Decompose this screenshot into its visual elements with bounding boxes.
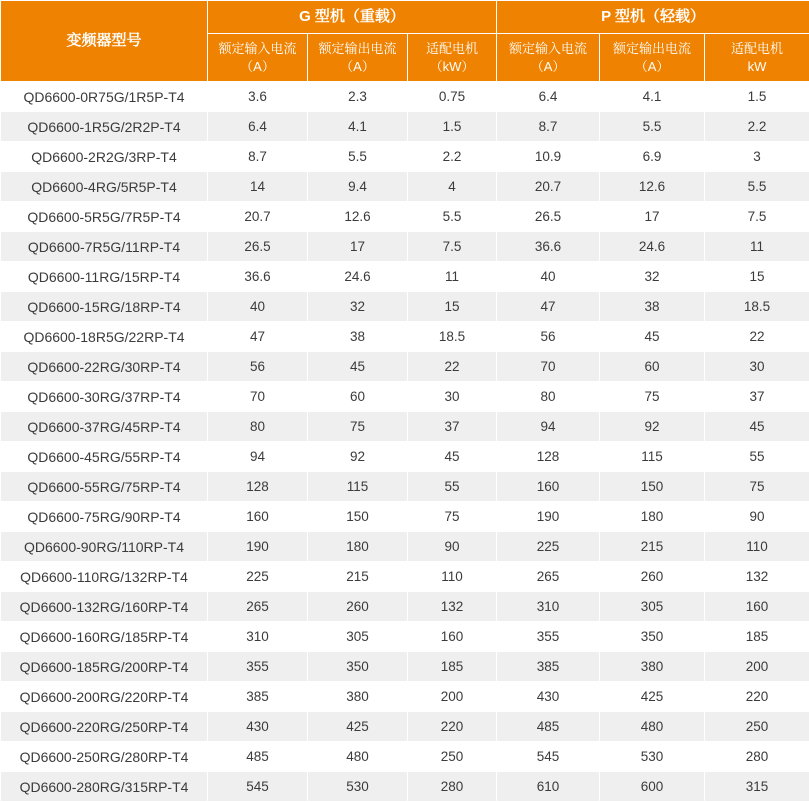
- subheader-line-1: 额定输入电流: [218, 41, 296, 56]
- cell-g-motor-power: 220: [408, 712, 497, 742]
- cell-model: QD6600-11RG/15RP-T4: [1, 262, 208, 292]
- table-row: [1, 112, 809, 142]
- cell-model: QD6600-18R5G/22RP-T4: [1, 322, 208, 352]
- cell-model: QD6600-5R5G/7R5P-T4: [1, 202, 208, 232]
- table-row: [1, 712, 809, 742]
- table-row: [1, 82, 809, 112]
- cell-p-output-current: 260: [600, 562, 705, 592]
- cell-model: QD6600-200RG/220RP-T4: [1, 682, 208, 712]
- cell-p-output-current: 425: [600, 682, 705, 712]
- table-row: [1, 592, 809, 622]
- table-row: [1, 382, 809, 412]
- cell-g-motor-power: 11: [408, 262, 497, 292]
- cell-p-output-current: 350: [600, 622, 705, 652]
- cell-p-input-current: 6.4: [497, 82, 600, 112]
- cell-p-motor-power: 30: [705, 352, 809, 382]
- table-header: [1, 1, 809, 82]
- cell-p-input-current: 190: [497, 502, 600, 532]
- cell-g-input-current: 70: [208, 382, 308, 412]
- cell-g-output-current: 38: [308, 322, 408, 352]
- cell-p-motor-power: 90: [705, 502, 809, 532]
- cell-p-input-current: 70: [497, 352, 600, 382]
- cell-p-output-current: 4.1: [600, 82, 705, 112]
- cell-g-motor-power: 7.5: [408, 232, 497, 262]
- cell-p-motor-power: 22: [705, 322, 809, 352]
- cell-p-input-current: 160: [497, 472, 600, 502]
- cell-p-motor-power: 250: [705, 712, 809, 742]
- cell-g-output-current: 5.5: [308, 142, 408, 172]
- subheader-line-1: 额定输入电流: [509, 41, 587, 56]
- cell-p-motor-power: 5.5: [705, 172, 809, 202]
- cell-model: QD6600-185RG/200RP-T4: [1, 652, 208, 682]
- cell-p-motor-power: 280: [705, 742, 809, 772]
- subheader-line-2: （kW）: [430, 59, 475, 74]
- cell-g-output-current: 115: [308, 472, 408, 502]
- cell-p-motor-power: 7.5: [705, 202, 809, 232]
- table-row: [1, 142, 809, 172]
- cell-model: QD6600-37RG/45RP-T4: [1, 412, 208, 442]
- cell-p-input-current: 385: [497, 652, 600, 682]
- column-header-model: 变频器型号: [1, 1, 208, 82]
- cell-g-motor-power: 90: [408, 532, 497, 562]
- table-row: [1, 352, 809, 382]
- cell-g-input-current: 47: [208, 322, 308, 352]
- column-group-header-g: G 型机（重载）: [208, 1, 497, 34]
- cell-p-input-current: 430: [497, 682, 600, 712]
- cell-g-motor-power: 200: [408, 682, 497, 712]
- table-row: [1, 412, 809, 442]
- table-row: [1, 562, 809, 592]
- cell-g-input-current: 3.6: [208, 82, 308, 112]
- cell-g-output-current: 24.6: [308, 262, 408, 292]
- cell-p-output-current: 115: [600, 442, 705, 472]
- column-group-header-p: P 型机（轻载）: [497, 1, 809, 34]
- subheader-line-2: kW: [748, 59, 767, 74]
- cell-g-motor-power: 1.5: [408, 112, 497, 142]
- subheader-line-1: 额定输出电流: [613, 41, 691, 56]
- cell-p-input-current: 545: [497, 742, 600, 772]
- cell-p-output-current: 305: [600, 592, 705, 622]
- table-row: [1, 292, 809, 322]
- column-header-p-output-current: [600, 34, 705, 82]
- cell-g-output-current: 75: [308, 412, 408, 442]
- table-row: [1, 652, 809, 682]
- cell-model: QD6600-110RG/132RP-T4: [1, 562, 208, 592]
- subheader-line-1: 适配电机: [731, 41, 783, 56]
- cell-g-motor-power: 280: [408, 772, 497, 802]
- table-row: [1, 772, 809, 802]
- cell-p-output-current: 380: [600, 652, 705, 682]
- cell-p-output-current: 38: [600, 292, 705, 322]
- table-body: [1, 82, 809, 802]
- subheader-line-2: （A）: [240, 59, 275, 74]
- table-row: [1, 232, 809, 262]
- cell-g-output-current: 480: [308, 742, 408, 772]
- table-row: [1, 262, 809, 292]
- cell-g-input-current: 20.7: [208, 202, 308, 232]
- cell-g-output-current: 350: [308, 652, 408, 682]
- cell-model: QD6600-250RG/280RP-T4: [1, 742, 208, 772]
- column-header-p-input-current: [497, 34, 600, 82]
- cell-g-motor-power: 22: [408, 352, 497, 382]
- cell-g-motor-power: 30: [408, 382, 497, 412]
- cell-g-input-current: 128: [208, 472, 308, 502]
- cell-g-input-current: 190: [208, 532, 308, 562]
- cell-g-output-current: 12.6: [308, 202, 408, 232]
- cell-g-input-current: 310: [208, 622, 308, 652]
- cell-p-motor-power: 132: [705, 562, 809, 592]
- table-row: [1, 742, 809, 772]
- cell-model: QD6600-160RG/185RP-T4: [1, 622, 208, 652]
- cell-p-input-current: 128: [497, 442, 600, 472]
- cell-model: QD6600-15RG/18RP-T4: [1, 292, 208, 322]
- cell-g-output-current: 17: [308, 232, 408, 262]
- cell-g-motor-power: 0.75: [408, 82, 497, 112]
- cell-g-output-current: 215: [308, 562, 408, 592]
- cell-model: QD6600-280RG/315RP-T4: [1, 772, 208, 802]
- cell-p-input-current: 80: [497, 382, 600, 412]
- subheader-line-2: （A）: [635, 59, 670, 74]
- table-row: [1, 682, 809, 712]
- cell-model: QD6600-4RG/5R5P-T4: [1, 172, 208, 202]
- cell-p-output-current: 5.5: [600, 112, 705, 142]
- cell-model: QD6600-132RG/160RP-T4: [1, 592, 208, 622]
- cell-g-output-current: 45: [308, 352, 408, 382]
- cell-g-input-current: 545: [208, 772, 308, 802]
- cell-p-output-current: 32: [600, 262, 705, 292]
- cell-p-output-current: 530: [600, 742, 705, 772]
- header-row-groups: [1, 1, 809, 34]
- cell-g-motor-power: 18.5: [408, 322, 497, 352]
- cell-model: QD6600-0R75G/1R5P-T4: [1, 82, 208, 112]
- cell-g-input-current: 36.6: [208, 262, 308, 292]
- cell-g-input-current: 355: [208, 652, 308, 682]
- cell-p-input-current: 310: [497, 592, 600, 622]
- cell-p-input-current: 225: [497, 532, 600, 562]
- cell-p-output-current: 75: [600, 382, 705, 412]
- cell-p-motor-power: 160: [705, 592, 809, 622]
- cell-p-input-current: 8.7: [497, 112, 600, 142]
- cell-g-input-current: 8.7: [208, 142, 308, 172]
- cell-p-input-current: 47: [497, 292, 600, 322]
- cell-p-input-current: 36.6: [497, 232, 600, 262]
- cell-p-output-current: 60: [600, 352, 705, 382]
- cell-g-output-current: 180: [308, 532, 408, 562]
- table-row: [1, 442, 809, 472]
- cell-p-output-current: 150: [600, 472, 705, 502]
- cell-p-motor-power: 220: [705, 682, 809, 712]
- cell-g-motor-power: 55: [408, 472, 497, 502]
- cell-p-motor-power: 2.2: [705, 112, 809, 142]
- cell-g-motor-power: 110: [408, 562, 497, 592]
- cell-p-output-current: 45: [600, 322, 705, 352]
- cell-model: QD6600-90RG/110RP-T4: [1, 532, 208, 562]
- cell-g-motor-power: 37: [408, 412, 497, 442]
- cell-g-input-current: 265: [208, 592, 308, 622]
- cell-g-motor-power: 15: [408, 292, 497, 322]
- cell-g-output-current: 305: [308, 622, 408, 652]
- cell-p-motor-power: 3: [705, 142, 809, 172]
- table-row: [1, 202, 809, 232]
- subheader-line-2: （A）: [531, 59, 566, 74]
- cell-g-motor-power: 132: [408, 592, 497, 622]
- cell-model: QD6600-45RG/55RP-T4: [1, 442, 208, 472]
- cell-p-motor-power: 45: [705, 412, 809, 442]
- cell-g-motor-power: 185: [408, 652, 497, 682]
- cell-p-input-current: 94: [497, 412, 600, 442]
- column-header-p-motor-power: [705, 34, 809, 82]
- cell-p-input-current: 56: [497, 322, 600, 352]
- cell-p-input-current: 26.5: [497, 202, 600, 232]
- cell-p-motor-power: 200: [705, 652, 809, 682]
- column-header-g-motor-power: [408, 34, 497, 82]
- cell-g-input-current: 80: [208, 412, 308, 442]
- cell-g-motor-power: 4: [408, 172, 497, 202]
- cell-p-motor-power: 37: [705, 382, 809, 412]
- cell-model: QD6600-2R2G/3RP-T4: [1, 142, 208, 172]
- cell-model: QD6600-22RG/30RP-T4: [1, 352, 208, 382]
- cell-model: QD6600-30RG/37RP-T4: [1, 382, 208, 412]
- subheader-line-1: 适配电机: [426, 41, 478, 56]
- cell-p-input-current: 485: [497, 712, 600, 742]
- cell-p-motor-power: 15: [705, 262, 809, 292]
- cell-p-input-current: 20.7: [497, 172, 600, 202]
- subheader-line-2: （A）: [340, 59, 375, 74]
- cell-p-output-current: 12.6: [600, 172, 705, 202]
- cell-g-input-current: 14: [208, 172, 308, 202]
- cell-p-input-current: 10.9: [497, 142, 600, 172]
- cell-model: QD6600-75RG/90RP-T4: [1, 502, 208, 532]
- cell-model: QD6600-55RG/75RP-T4: [1, 472, 208, 502]
- table-row: [1, 322, 809, 352]
- cell-p-motor-power: 18.5: [705, 292, 809, 322]
- cell-g-input-current: 40: [208, 292, 308, 322]
- cell-model: QD6600-1R5G/2R2P-T4: [1, 112, 208, 142]
- column-header-g-output-current: [308, 34, 408, 82]
- cell-p-output-current: 24.6: [600, 232, 705, 262]
- cell-p-output-current: 180: [600, 502, 705, 532]
- cell-g-output-current: 260: [308, 592, 408, 622]
- cell-p-output-current: 17: [600, 202, 705, 232]
- cell-g-motor-power: 45: [408, 442, 497, 472]
- cell-p-input-current: 355: [497, 622, 600, 652]
- cell-g-output-current: 60: [308, 382, 408, 412]
- cell-p-motor-power: 110: [705, 532, 809, 562]
- cell-g-motor-power: 5.5: [408, 202, 497, 232]
- table-row: [1, 532, 809, 562]
- table-row: [1, 502, 809, 532]
- cell-p-output-current: 600: [600, 772, 705, 802]
- cell-p-output-current: 92: [600, 412, 705, 442]
- cell-p-input-current: 610: [497, 772, 600, 802]
- cell-g-motor-power: 250: [408, 742, 497, 772]
- table-row: [1, 472, 809, 502]
- cell-p-input-current: 265: [497, 562, 600, 592]
- cell-g-input-current: 6.4: [208, 112, 308, 142]
- table-row: [1, 172, 809, 202]
- cell-p-motor-power: 1.5: [705, 82, 809, 112]
- table-row: [1, 622, 809, 652]
- column-header-g-input-current: [208, 34, 308, 82]
- cell-model: QD6600-220RG/250RP-T4: [1, 712, 208, 742]
- cell-g-motor-power: 75: [408, 502, 497, 532]
- cell-g-input-current: 385: [208, 682, 308, 712]
- cell-p-motor-power: 75: [705, 472, 809, 502]
- cell-g-input-current: 94: [208, 442, 308, 472]
- cell-g-input-current: 430: [208, 712, 308, 742]
- cell-p-output-current: 215: [600, 532, 705, 562]
- cell-g-output-current: 9.4: [308, 172, 408, 202]
- cell-g-output-current: 380: [308, 682, 408, 712]
- cell-g-output-current: 530: [308, 772, 408, 802]
- cell-p-motor-power: 185: [705, 622, 809, 652]
- cell-g-output-current: 32: [308, 292, 408, 322]
- cell-g-motor-power: 160: [408, 622, 497, 652]
- cell-p-output-current: 6.9: [600, 142, 705, 172]
- cell-p-input-current: 40: [497, 262, 600, 292]
- cell-model: QD6600-7R5G/11RP-T4: [1, 232, 208, 262]
- cell-g-input-current: 485: [208, 742, 308, 772]
- cell-g-output-current: 150: [308, 502, 408, 532]
- cell-p-motor-power: 11: [705, 232, 809, 262]
- cell-g-input-current: 225: [208, 562, 308, 592]
- cell-g-output-current: 4.1: [308, 112, 408, 142]
- cell-g-motor-power: 2.2: [408, 142, 497, 172]
- cell-p-motor-power: 315: [705, 772, 809, 802]
- cell-g-input-current: 26.5: [208, 232, 308, 262]
- cell-g-output-current: 2.3: [308, 82, 408, 112]
- cell-p-motor-power: 55: [705, 442, 809, 472]
- cell-g-input-current: 160: [208, 502, 308, 532]
- cell-g-output-current: 92: [308, 442, 408, 472]
- subheader-line-1: 额定输出电流: [318, 41, 396, 56]
- cell-p-output-current: 480: [600, 712, 705, 742]
- cell-g-output-current: 425: [308, 712, 408, 742]
- cell-g-input-current: 56: [208, 352, 308, 382]
